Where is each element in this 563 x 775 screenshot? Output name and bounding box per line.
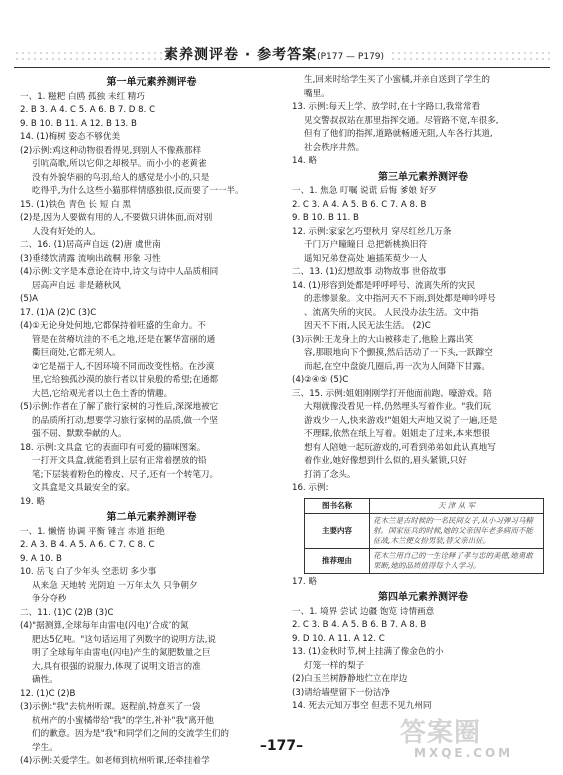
unit1-title: 第一单元素养测评卷 — [106, 77, 197, 88]
table-value: 花木兰是古时候的一名民间女子,从小习弹习马精射。国家征兵的时候,她的父亲因年老多病而不能征战,木兰便女扮男装,替父亲出征。 — [370, 513, 544, 548]
answer-line: 、流离失所的灾民。 人民没办法生活。文中指 — [304, 307, 479, 318]
answer-line: 遥知兄弟登高处 遍插茱萸少一人 — [304, 253, 428, 264]
answer-line: 想有人陪她一起玩游戏的,可看到弟弟如此认真地写 — [304, 442, 496, 453]
answer-line: 9. B 10. B 11. B — [292, 213, 359, 223]
answer-line: 没有外貌华丽的鸟羽,给人的感觉是小小的,只是 — [32, 172, 210, 183]
answer-line: (2)白玉兰树静静地伫立在岸边 — [292, 674, 408, 684]
answer-line: 明了全球每年由雷电(闪电)产生的氮肥数量之巨 — [32, 648, 211, 658]
answer-line: 社会秩序井然。 — [304, 142, 365, 153]
answer-line: (4)"据测算,全球每年由雷电(闪电)‘合成’的氮 — [20, 621, 189, 631]
answer-line: (2)示例:鸡这种动物很看得见,到别人不像燕那样 — [20, 145, 202, 156]
answer-line: 17. 略 — [292, 576, 317, 587]
answer-line: (3)示例:"我"去杭州听课。返程前,特意买了一袋 — [20, 702, 201, 712]
answer-line: 人没有好处的人。 — [32, 226, 101, 237]
table-row — [305, 498, 544, 513]
answer-line: 9. A 10. B — [20, 553, 62, 564]
answer-line: (3)请给墙壁留下一份洁净 — [292, 687, 391, 698]
header-dots-right — [390, 50, 550, 64]
answer-line: 12. (1)C (2)B — [20, 688, 76, 699]
answer-line: 大翔就像没看见一样,仍然埋头写着作业。"我们玩 — [304, 402, 492, 412]
answer-line: 10. 岳飞 白了少年头 空悲切 多少事 — [20, 567, 157, 577]
answer-line: 13. 示例:每天上学、放学时,在十字路口,我常常看 — [292, 102, 481, 112]
answer-line: 学生。 — [32, 742, 58, 753]
header-page-range: (P177 — P179) — [317, 52, 385, 62]
answer-line: (3)垂缕饮清露 流响出疏桐 形象 习性 — [20, 253, 161, 264]
answer-line: 14. (1)形容到处都是呼呼呼号、流离失所的灾民 — [292, 280, 476, 291]
answer-line: 9. B 10. B 11. A 12. B 13. B — [20, 118, 137, 129]
answer-line: 争分夺秒 — [32, 594, 67, 604]
unit3-title: 第三单元素养测评卷 — [378, 171, 468, 183]
watermark-url: MXQE.COM — [414, 746, 514, 760]
answer-line: (4)示例:关爱学生。如老师到杭州听课,还牵挂着学 — [20, 756, 210, 766]
answer-line: (4)②④⑤ (5)C — [292, 375, 349, 385]
table-row — [305, 548, 544, 573]
header-dots-left — [14, 50, 164, 64]
after-table-answers — [292, 576, 554, 590]
answer-line: 嘴里。 — [304, 88, 330, 99]
table-value: 天 津 从 军 — [370, 498, 544, 513]
answer-line: 三、15. 示例:姐姐刚刚学打开他面前跑、嚎游戏。陪 — [292, 388, 492, 399]
answer-line: 16. 示例: — [292, 483, 329, 493]
answer-line: 一、1. 焦急 叮嘱 说谎 后悔 爹娘 好歹 — [292, 186, 437, 196]
answer-line: (5)示例:作者在了解了旅行家树的习性后,深深地被它 — [20, 402, 219, 412]
watermark-logo: 答案圈 — [400, 718, 482, 748]
answer-line: 的品质所打动,想要学习旅行家树的品质,做一个坚 — [32, 415, 218, 426]
answer-line: 2. C 3. A 4. A 5. B 6. C 7. A 8. B — [292, 199, 427, 210]
answer-line: 游戏少一人,快来游戏!"姐姐大声地又说了一遍,还是 — [304, 415, 498, 426]
unit4-title: 第四单元素养测评卷 — [378, 592, 468, 603]
answer-line: 13. (1)金秋时节,树上挂满了像金色的小 — [292, 647, 444, 657]
answer-line: 一、1. 境界 尝试 边疆 饱览 诗情画意 — [292, 606, 435, 617]
answer-line: 从来急 天地转 光阴迫 一万年太久 只争朝夕 — [32, 580, 198, 591]
answer-line: 大邑,它给观光者以土色土香的情趣。 — [32, 388, 173, 399]
unit4-answers — [292, 606, 554, 714]
answer-line: 灯笼一样的梨子 — [304, 660, 365, 671]
answer-line: 衢巨商处,它都无须人。 — [32, 348, 121, 358]
answer-line: 因天不下雨,人民无法生活。 (2)C — [304, 321, 431, 331]
answer-line: 一、1. 糍粑 白鸥 孤独 未红 精巧 — [20, 91, 145, 102]
answer-line: 笔;下层装着粉色的橡皮、尺子,还有一个转笔刀。 — [32, 469, 219, 480]
answer-line: 9. D 10. A 11. A 12. C — [292, 633, 385, 644]
answer-line: 着作业,她好像想到什么似的,眉头紧锁,只好 — [304, 456, 467, 466]
header-title: 素养测评卷 · 参考答案(P177 — P179) — [164, 47, 385, 63]
left-column — [20, 74, 283, 769]
right-column — [292, 74, 554, 714]
answer-line: 文具盒是文具最安全的家。 — [32, 483, 136, 493]
answer-line: 管是在贫瘠坑洼的不毛之地,还是在繁华富丽的通 — [32, 334, 216, 345]
book-recommendation-table — [304, 498, 544, 574]
answer-line: 们的歉意。因为是"我"和同学们之间的交流学生们的 — [32, 729, 229, 739]
table-row — [305, 513, 544, 548]
answer-line: 17. (1)A (2)C (3)C — [20, 307, 97, 318]
answer-line: 居高声自远 非是藉秋风 — [32, 280, 121, 291]
table-value: 花木兰用自己的一生诠释了孝与忠的美德,她勇敢果断,她的品质值得每个人学习。 — [370, 548, 544, 573]
answer-line: 14. (1)梅树 姿态不够优美 — [20, 132, 121, 142]
answer-line: 强不屈、默默奉献的人。 — [32, 429, 127, 439]
answer-line: 二、13. (1)幻想故事 动物故事 世俗故事 — [292, 267, 447, 277]
answer-line: (4)①无论身处何地,它都保持着旺盛的生命力。不 — [20, 321, 206, 331]
page-number: –177– — [259, 738, 304, 754]
answer-line: 的悲惨景象。文中指河天不下雨,到处都是呻吟呼号 — [304, 294, 496, 304]
unit2-continued-answers — [292, 74, 554, 169]
answer-line: 二、16. (1)居高声自远 (2)唐 虞世南 — [20, 240, 161, 250]
answer-line: 12. 示例:家家乞巧望秋月 穿尽红丝几万条 — [292, 226, 452, 237]
answer-line: 生,回来时给学生买了小蜜橘,并亲自送到了学生的 — [304, 75, 490, 85]
table-label: 推荐理由 — [305, 548, 370, 573]
answer-line: 2. B 3. A 4. C 5. A 6. B 7. D 8. C — [20, 105, 156, 115]
table-label: 主要内容 — [305, 513, 370, 548]
answer-line: 15. (1)铁色 青色 长 短 白 黑 — [20, 199, 131, 210]
answer-line: 里,它给独孤沙漠的旅行者以甘泉般的希望;在通都 — [32, 375, 219, 385]
answer-line: 二、11. (1)C (2)B (3)C — [20, 607, 114, 618]
answer-line: (4)示例:文字是本意论在诗中,诗文与诗中人品质相同 — [20, 267, 219, 277]
unit3-answers — [292, 185, 554, 496]
answer-line: 18. 示例:文具盒 它的表面印有可爱的猫咪图案。 — [20, 442, 206, 453]
answer-line: 一打开文具盒,就能看到上层有正常着摆放的铅 — [32, 456, 207, 466]
answer-line: (2)是,因为人要做有用的人,不要做只讲体面,而对别 — [20, 213, 213, 223]
answer-line: (5)A — [20, 294, 39, 304]
answer-line: 而起,在空中盘旋几圈后,再一次为人间降下甘露。 — [304, 361, 490, 372]
answer-line: 打消了念头。 — [304, 469, 356, 480]
answer-line: 19. 略 — [20, 496, 45, 507]
answer-line: 2. C 3. B 4. A 5. B 6. B 7. A 8. B — [292, 620, 427, 630]
unit2-title: 第二单元素养测评卷 — [106, 512, 197, 523]
answer-line: 引吭高歌,所以它仰之却极早。而小小的老黄雀 — [32, 159, 207, 169]
answer-line: 容,那眼地向下个颤摸,然后活动了一下头,一跃蹿空 — [304, 348, 493, 358]
answer-line: 2. A 3. B 4. A 5. A 6. C 7. C 8. C — [20, 540, 155, 550]
unit2-answers — [20, 526, 283, 769]
answer-line: 一、1. 懒惰 协调 平衡 锤言 赤道 拒绝 — [20, 526, 165, 537]
table-label: 图书名称 — [305, 498, 370, 513]
answer-line: 吃得乎,为什么这些小猫那样情感独很,反而要了一一半。 — [32, 186, 244, 196]
answer-line: ②它是福于人,不因环境不同而改变性格。在沙漠 — [32, 361, 215, 372]
answer-line: (3)示例:王龙身上的大山被移走了,他脸上露出笑 — [292, 334, 474, 345]
answer-line: 但有了他们的指挥,道路就畅通无阻,人车各行其道, — [304, 129, 493, 139]
answer-line: 确性。 — [32, 675, 58, 685]
answer-line: 不理睬,依然在纸上写着。姐姐走了过来,本来想很 — [304, 429, 490, 439]
answer-line: 大,具有很强的说服力,体现了说明文语言的准 — [32, 661, 201, 672]
answer-line: 14. 略 — [292, 156, 317, 166]
answer-line: 14. 死去元知万事空 但悲不见九州同 — [292, 701, 432, 711]
answer-line: 千门万户瞳瞳日 总把新桃换旧符 — [304, 240, 428, 250]
header-rule — [14, 67, 550, 68]
answer-line: 肥达5亿吨。"这句话运用了列数字的说明方法,说 — [32, 634, 217, 645]
answer-line: 杭州产的小蜜橘带给"我"的学生,补补"我"离开他 — [32, 715, 214, 726]
answer-line: 见交警叔叔站在那里指挥交通。尽管路不宽,车很多, — [304, 115, 499, 126]
unit1-answers — [20, 91, 283, 510]
